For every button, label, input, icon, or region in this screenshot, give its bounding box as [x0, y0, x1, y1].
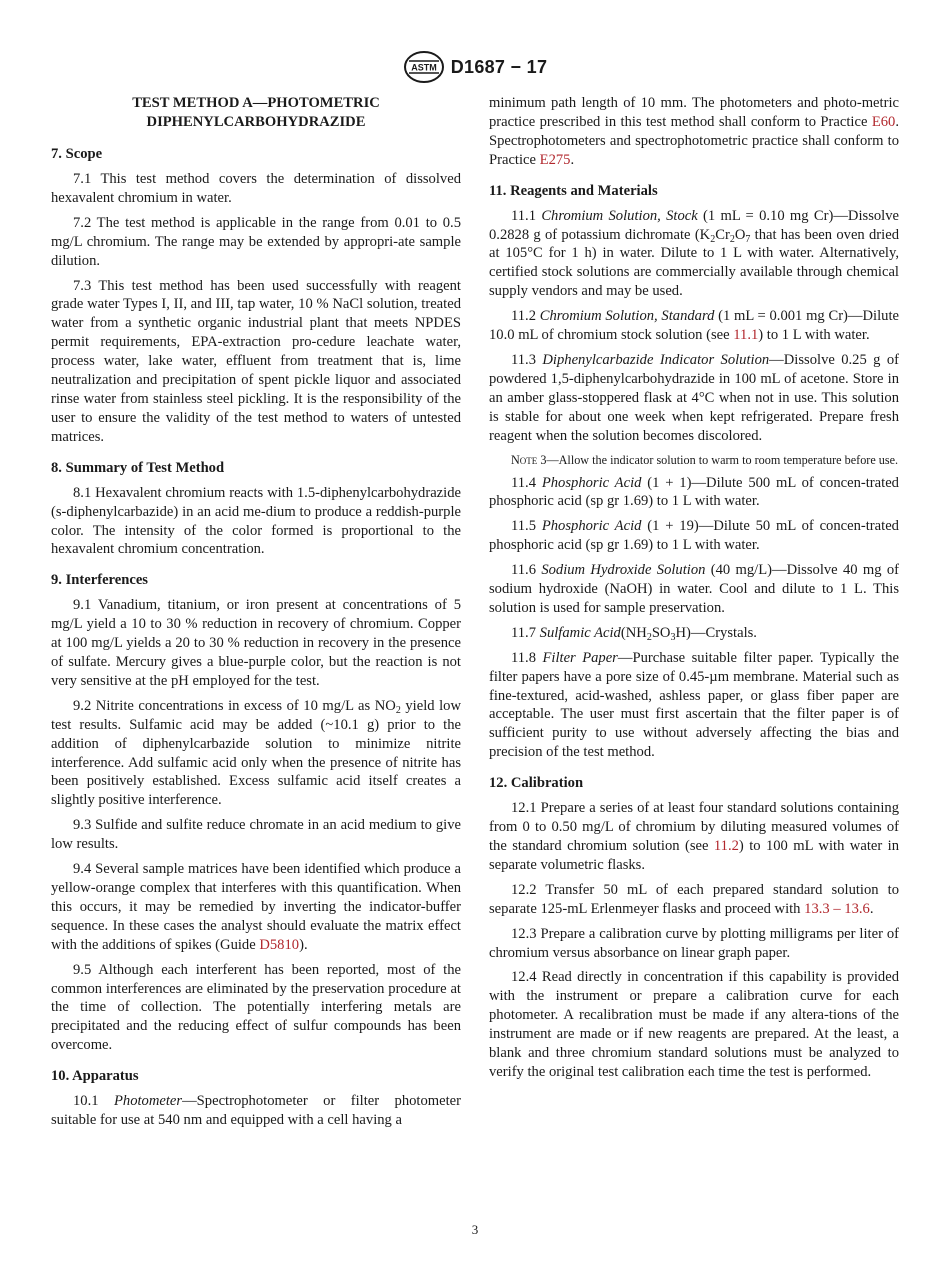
paragraph-11-4: 11.4 Phosphoric Acid (1 + 1)—Dilute 500 mL of concen-trated phosphoric acid (sp gr 1.69) to 1 L with water. [489, 474, 899, 510]
paragraph-9-5: 9.5 Although each interferent has been reported, most of the common interferences are eliminated by the preservation procedure at the time of collection. The potentially interfering metals are precipitated and the reducing effect of sulfur compounds has been overcome. [51, 961, 461, 1054]
left-column [51, 94, 461, 1136]
paragraph-11-1: 11.1 Chromium Solution, Stock (1 mL = 0.10 mg Cr)—Dissolve 0.2828 g of potassium dichromate ($K_2Cr_2O_7$ that has been oven dried at 105°C for 1 h) in water. Dilute to 1 L with water. Alternatively, certified stock solutions are commercially available through chemical supply vendors and may be used. [489, 207, 899, 300]
document-id: D1687 − 17 [450, 56, 548, 77]
section-9-heading: 9. Interferences [51, 572, 148, 589]
paragraph-12-3: 12.3 Prepare a calibration curve by plotting milligrams per liter of chromium versus absorbance on linear graph paper. [489, 925, 899, 961]
ref-link-13-3-13-6[interactable]: 13.3 – 13.6 [804, 900, 870, 917]
paragraph-11-6: 11.6 Sodium Hydroxide Solution (40 mg/L)—Dissolve 40 mg of sodium hydroxide (NaOH) in water. Cool and dilute to 1 L. This solution is used for sample preservation. [489, 562, 899, 616]
paragraph-7-1: 7.1 This test method covers the determination of dissolved hexavalent chromium in water. [51, 171, 461, 206]
paragraph-11-7: 11.7 Sulfamic $Acid(NH_2SO_3H)—Crystals$. [511, 624, 757, 643]
section-12-heading: 12. Calibration [489, 775, 584, 792]
paragraph-11-3: 11.3 Diphenylcarbazide Indicator Solution—Dissolve 0.25 g of powdered 1,5-diphenylcarbohydrazide in 100 mL of acetone. Store in an amber glass-stoppered flask at 4°C when not in use. This solution is stable for about one week when kept refrigerated. Prepare fresh reagent when the solution becomes discolored. [489, 351, 899, 444]
right-column [489, 94, 899, 1088]
paragraph-9-2: 9.2 Nitrite concentrations in excess of 10 mg/L as $NO_2$ yield low test results. Sulfamic acid may be added (~10.1 g) prior to the addition of diphenylcarbazide solution to minimize nitrite interference. Add sulfamic acid only when the presence of nitrite has been positively established. Excess sulfamic acid itself creates a slightly positive interference. [51, 697, 461, 809]
ref-link-d5810[interactable]: D5810 [259, 936, 300, 953]
paragraph-9-1: 9.1 Vanadium, titanium, or iron present at concentrations of 5 mg/L yield a 10 to 30 % reduction in recovery of chromium. Copper at 100 mg/L yields a 20 to 30 % reduction in recovery in the presence of sulfate. Mercury gives a blue-purple color, but the reaction is not very sensitive at the pH employed for the test. [51, 597, 461, 689]
paragraph-9-4: 9.4 Several sample matrices have been identified which produce a yellow-orange complex that interferes with this quantification. When this occurs, it may be remedied by inverting the indicator-buffer sequence. In these cases the analyst should evaluate the matrix effect with the additions of spikes (Guide D5810). [51, 861, 461, 953]
section-10-heading: 10. Apparatus [51, 1068, 139, 1085]
astm-logo-icon [403, 50, 445, 84]
paragraph-9-3: 9.3 Sulfide and sulfite reduce chromate in an acid medium to give low results. [51, 817, 461, 853]
ref-link-11-2[interactable]: 11.2 [713, 838, 739, 854]
paragraph-11-5: 11.5 Phosphoric Acid (1 + 19)—Dilute 50 mL of concen-trated phosphoric acid (sp gr 1.69) to 1 L with water. [489, 518, 899, 554]
section-7-heading: 7. Scope [51, 146, 103, 162]
page-header [0, 50, 950, 84]
paragraph-12-4: 12.4 Read directly in concentration if this capability is provided with the instrument or prepare a calibration curve for each photometer. A recalibration must be made if any altera-tions of the instrument are made or if new reagents are prepared. At the least, a blank and three chromium standard solutions must be analyzed to verify the original test calibration each time the test is performed. [489, 969, 899, 1080]
paragraph-8-1: 8.1 Hexavalent chromium reacts with 1.5-diphenylcarbohydrazide (s-diphenylcarbazide) in an acid me-dium to produce a reddish-purple color. The intensity of the color formed is proportional to the hexavalent chromium concentration. [51, 484, 461, 558]
paragraph-7-3: 7.3 This test method has been used successfully with reagent grade water Types I, II, and III, tap water, 10 % NaCl solution, treated water from a synthetic organic industrial plant that meets NPDES permit requirements, EPA-extraction pro-cedure leachate water, process water, lake water, effluent from treatment that is, lime neutralization and precipitation of spent pickle liquor and associated rinse water from stainless steel pickling. It is the responsibility of the user to ensure the validity of the test method to waters of untested matrices. [51, 277, 461, 445]
page-number: 3 [471, 1222, 479, 1237]
paragraph-7-2: 7.2 The test method is applicable in the range from 0.01 to 0.5 mg/L chromium. The range may be extended by appropri-ate sample dilution. [51, 214, 461, 269]
paragraph-10-1-continued: minimum path length of 10 mm. The photometers and photo-metric practice prescribed in this test method shall conform to Practice E60. Spectrophotometers and spectrophotometric practice shall conform to Practice E275. [489, 95, 899, 168]
ref-link-11-1[interactable]: 11.1 [733, 327, 759, 344]
paragraph-11-8: 11.8 Filter Paper—Purchase suitable filter paper. Typically the filter papers have a pore size of 0.45-µm membrane. Material such as fine-textured, acid-washed, ashless paper, or glass fiber paper are acceptable. The user must first ascertain that the filter paper is of sufficient purity to use without adversely affecting the bias and precision of the test method. [489, 649, 899, 761]
paragraph-11-2: 11.2 Chromium Solution, Standard (1 mL = 0.001 mg Cr)—Dilute 10.0 mL of chromium stock solution (see 11.1) to 1 L with water. [489, 308, 899, 344]
svg-text:ASTM: ASTM [410, 62, 437, 73]
paragraph-10-1: 10.1 Photometer—Spectrophotometer or filter photometer suitable for use at 540 nm and equipped with a cell having a [51, 1093, 462, 1129]
section-11-heading: 11. Reagents and Materials [489, 182, 658, 199]
method-title: TEST METHOD A—PHOTOMETRIC DIPHENYLCARBOHYDRAZIDE [132, 95, 380, 130]
paragraph-12-1: 12.1 Prepare a series of at least four standard solutions containing from 0 to 0.50 mg/L of chromium by diluting measured volumes of the standard chromium solution (see 11.2) to 100 mL with water in separate volumetric flasks. [489, 800, 899, 873]
note-3: Note 3—Allow the indicator solution to warm to room temperature before use. [511, 452, 899, 467]
paragraph-12-2: 12.2 Transfer 50 mL of each prepared standard solution to separate 125-mL Erlenmeyer flasks and proceed with 13.3 – 13.6. [489, 881, 899, 917]
ref-link-e60[interactable]: E60 [871, 113, 896, 130]
ref-link-e275[interactable]: E275 [539, 151, 571, 168]
section-8-heading: 8. Summary of Test Method [51, 459, 225, 476]
